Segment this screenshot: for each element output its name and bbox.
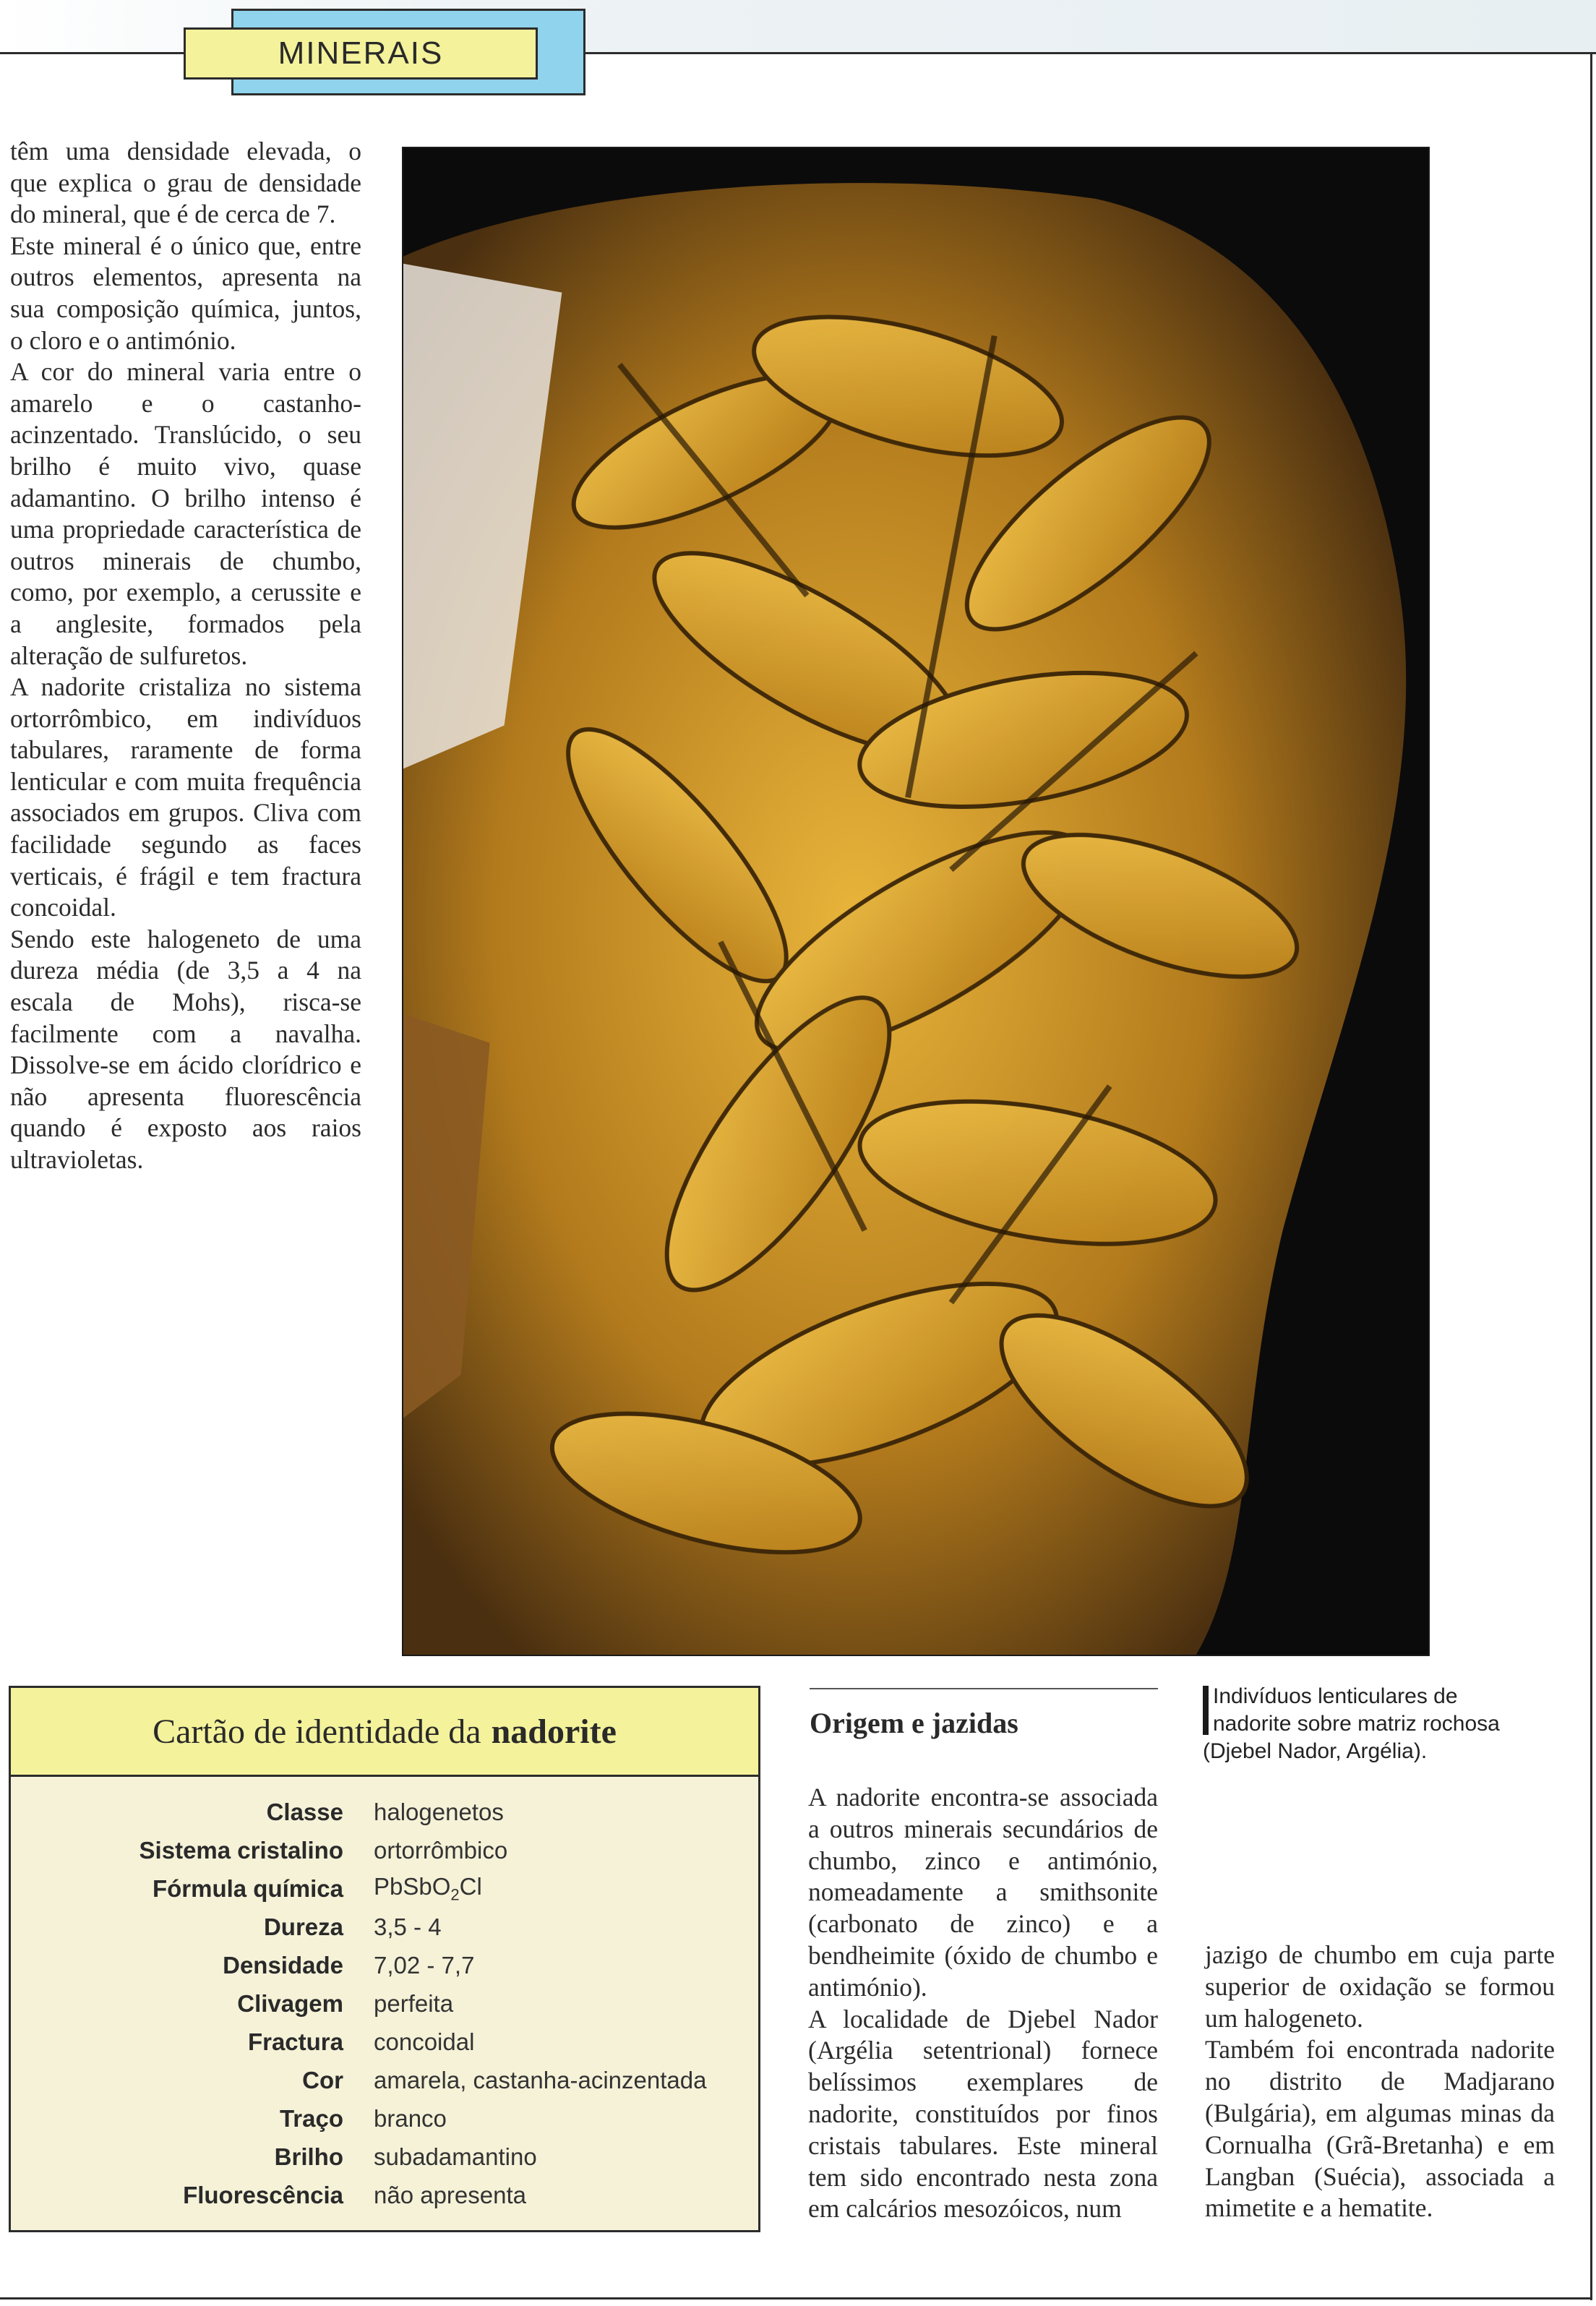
paragraph: Este mineral é o único que, entre outros elementos, apresenta na sua composição química, juntos, o cloro e o antimónio. (10, 231, 361, 355)
card-value: branco (374, 2104, 447, 2132)
card-label: Fórmula química (152, 1874, 343, 1902)
card-label: Sistema cristalino (139, 1836, 343, 1864)
card-value: concoidal (374, 2028, 475, 2055)
paragraph: jazigo de chumbo em cuja parte superior de oxidação se formou um halogeneto. (1205, 1940, 1555, 2033)
card-label: Traço (279, 2104, 343, 2132)
card-row-sistema (11, 1831, 758, 1869)
card-label: Cor (302, 2066, 343, 2093)
frame-right-rule (1590, 52, 1592, 2300)
nadorite-crystals-photo (402, 147, 1430, 1656)
card-row-dureza (11, 1908, 758, 1946)
formula-part: Cl (459, 1872, 482, 1900)
identity-card (9, 1686, 760, 2232)
card-value: não apresenta (374, 2181, 527, 2208)
origin-heading: Origem e jazidas (810, 1707, 1018, 1739)
card-value: perfeita (374, 1989, 454, 2017)
card-value: amarela, castanha-acinzentada (374, 2066, 707, 2093)
paragraph: Sendo este halogeneto de uma dureza média (de 3,5 a 4 na escala de Mohs), risca-se facilmente com a navalha. Dissolve-se em ácido clorídrico e não apresenta fluorescência quando é exposto aos raios ultravioletas. (10, 924, 361, 1174)
paragraph: A localidade de Djebel Nador (Argélia setentrional) fornece belíssimos exemplares de nadorite, constituídos por finos cristais tabulares. Este mineral tem sido encontrado nesta zona em calcários mesozóicos, num (808, 2004, 1158, 2224)
card-row-traco (11, 2099, 758, 2138)
card-value-formula (343, 1873, 482, 1905)
card-row-fluorescencia (11, 2176, 758, 2214)
section-tab (184, 27, 538, 80)
crystal-illustration (403, 148, 1428, 1655)
section-title: MINERAIS (278, 35, 444, 71)
identity-card-title-mineral: nadorite (491, 1712, 617, 1751)
origin-continuation-column (1205, 1939, 1555, 2224)
card-row-classe (11, 1793, 758, 1831)
card-label: Brilho (274, 2143, 343, 2170)
card-label: Classe (266, 1798, 343, 1825)
card-label: Fluorescência (183, 2181, 343, 2208)
card-value: 3,5 - 4 (374, 1913, 442, 1940)
origin-text-column (808, 1782, 1158, 2225)
card-row-clivagem (11, 1984, 758, 2023)
card-value: 7,02 - 7,7 (374, 1951, 475, 1979)
frame-bottom-rule (0, 2297, 1592, 2299)
paragraph: A nadorite encontra-se associada a outros minerais secundários de chumbo, zinco e antimónio, nomeadamente a smithsonite (carbonato de zinco) e a bendheimite (óxido de chumbo e antimónio). (808, 1783, 1158, 2002)
formula-part: PbSbO (374, 1872, 451, 1900)
identity-card-rows (11, 1793, 758, 2214)
card-label: Clivagem (237, 1989, 343, 2017)
card-value: subadamantino (374, 2143, 537, 2170)
card-value: halogenetos (374, 1798, 504, 1825)
identity-card-title (11, 1688, 758, 1777)
paragraph: Também foi encontrada nadorite no distrito de Madjarano (Bulgária), em algumas minas da Cornualha (Grã-Bretanha) e em Langban (Suécia), associada a mimetite e a hematite. (1205, 2035, 1555, 2223)
card-row-fractura (11, 2023, 758, 2061)
identity-card-title-prefix: Cartão de identidade da (153, 1712, 481, 1751)
photo-caption (1203, 1683, 1506, 1765)
card-row-cor (11, 2061, 758, 2099)
caption-marker (1203, 1686, 1209, 1735)
section-rule (810, 1688, 1158, 1689)
card-label: Dureza (263, 1913, 343, 1940)
card-row-densidade (11, 1946, 758, 1984)
paragraph: A nadorite cristaliza no sistema ortorrômbico, em indivíduos tabulares, raramente de forma lenticular e com muita frequência associados em grupos. Cliva com facilidade segundo as faces verticais, é frágil e tem fractura concoidal. (10, 672, 361, 922)
card-label: Densidade (223, 1951, 343, 1979)
card-row-brilho (11, 2138, 758, 2176)
left-text-column (10, 136, 361, 1176)
formula-subscript: 2 (450, 1885, 460, 1904)
card-row-formula (11, 1869, 758, 1908)
paragraph: A cor do mineral varia entre o amarelo e o castanho-acinzentado. Translúcido, o seu brilho é muito vivo, quase adamantino. O brilho intenso é uma propriedade característica de outros minerais de chumbo, como, por exemplo, a cerussite e a anglesite, formados pela alteração de sulfuretos. (10, 357, 361, 670)
paragraph: têm uma densidade elevada, o que explica o grau de densidade do mineral, que é de cerca de 7. (10, 137, 361, 229)
card-value: ortorrômbico (374, 1836, 508, 1864)
caption-text: Indivíduos lenticulares de nadorite sobre matriz rochosa (Djebel Nador, Argélia). (1203, 1684, 1500, 1763)
card-label: Fractura (247, 2028, 343, 2055)
